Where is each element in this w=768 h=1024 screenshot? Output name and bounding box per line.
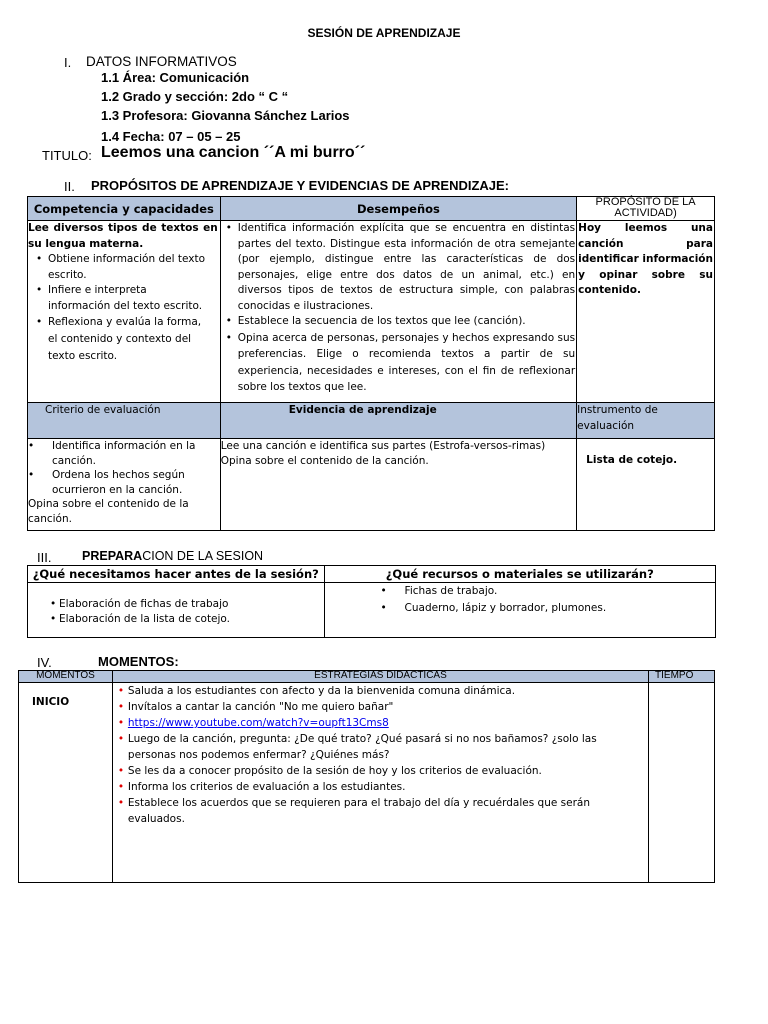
criterios-list [28,439,220,497]
recurso-item: • Fichas de trabajo. [381,583,715,600]
col-desempenos-header: Desempeños [220,197,576,221]
recursos-list [381,583,715,616]
col-competencia-header: Competencia y capacidades [28,197,221,221]
section-3-heading [82,549,263,563]
estrategia-item: • Invítalos a cantar la canción "No me quiero bañar" [118,699,644,715]
desempeno-item: • Establece la secuencia de los textos que lee (canción). [226,314,575,330]
capacidad-item: • Infiere e interpreta información del texto escrito. [36,283,210,314]
antes-item: • Elaboración de la lista de cotejo. [50,612,324,627]
recurso-item: • Cuaderno, lápiz y borrador, plumones. [381,600,715,617]
instrumento-header: Instrumento de evaluación [577,403,715,439]
info-grado: 1.2 Grado y sección: 2do “ C “ [101,89,289,104]
criterio-item: • Identifica información en la canción. [28,439,220,468]
page-title: SESIÓN DE APRENDIZAJE [307,26,461,40]
section-2-number: II. [64,179,75,194]
antes-header: ¿Qué necesitamos hacer antes de la sesión? [28,566,325,583]
tiempo-cell [649,683,715,883]
criterio-header: Criterio de evaluación [28,403,221,439]
competencia-text: Lee diversos tipos de textos en su lengua materna. [28,222,218,250]
criterio-extra: Opina sobre el contenido de la canción. [28,498,189,525]
desempeno-item: • Identifica información explícita que se encuentra en distintas partes del texto. Distingue esta información de otra semejante (por ejemplo, distingue entre las características de dos personajes, elige entre dos datos de un animal, etc.) en diversos tipos de textos de estructura simple, con palabras conocidas e ilustraciones. [226,221,575,314]
youtube-link[interactable]: https://www.youtube.com/watch?v=oupft13Cms8 [127,717,389,729]
section-2-heading: PROPÓSITOS DE APRENDIZAJE Y EVIDENCIAS DE APRENDIZAJE: [91,178,510,193]
antes-cell [28,583,325,638]
momentos-header: MOMENTOS [19,671,113,683]
proposito-cell: Hoy leemos una canción para identificar información y opinar sobre su contenido. [577,221,715,403]
antes-list [50,597,324,626]
section-1-heading: DATOS INFORMATIVOS [86,54,237,69]
info-fecha: 1.4 Fecha: 07 – 05 – 25 [101,129,241,144]
capacidad-item: • Obtiene información del texto escrito. [36,252,210,283]
estrategia-item [118,715,644,731]
recursos-cell [324,583,715,638]
titulo-value: Leemos una cancion ´´A mi burro´´ [101,144,366,161]
preparacion-table [27,565,716,638]
capacidades-list [28,252,218,365]
estrategias-list [118,683,644,827]
antes-item: • Elaboración de fichas de trabajo [50,597,324,612]
evidencia-line-1: Lee una canción e identifica sus partes (Estrofa-versos-rimas) [220,440,546,452]
titulo-label: TITULO: [42,148,92,163]
estrategias-header: ESTRATEGIAS DIDACTICAS [112,671,648,683]
section-3-number: III. [37,550,52,565]
estrategia-item: • Saluda a los estudiantes con afecto y da la bienvenida comuna dinámica. [118,683,644,699]
tiempo-header: TIEMPO [649,671,715,683]
info-area: 1.1 Área: Comunicación [101,70,250,85]
desempeno-item: • Opina acerca de personas, personajes y hechos expresando sus preferencias. Elige o recomienda textos a partir de su experiencia, necesidades e intereses, con el fin de reflexionar sobre los textos que lee. [226,330,575,396]
recursos-header: ¿Qué recursos o materiales se utilizarán? [324,566,715,583]
competencia-cell [28,221,221,403]
evidencia-header: Evidencia de aprendizaje [220,403,576,439]
estrategia-item: • Informa los criterios de evaluación a los estudiantes. [118,779,644,795]
evidencia-cell [220,439,576,531]
criterio-item: • Ordena los hechos según ocurrieron en la canción. [28,468,220,497]
estrategia-item: • Se les da a conocer propósito de la sesión de hoy y los criterios de evaluación. [118,763,644,779]
estrategia-item: • Establece los acuerdos que se requieren para el trabajo del día y recuérdales que serán evaluados. [118,795,644,827]
momentos-table [18,670,715,883]
section-3-heading-bold: PREPARA [82,549,143,563]
desempenos-cell [220,221,576,403]
evidencia-line-2: Opina sobre el contenido de la canción. [220,455,429,467]
desempenos-list [226,221,575,396]
estrategia-item: • Luego de la canción, pregunta: ¿De qué trato? ¿Qué pasará si no nos bañamos? ¿solo las personas nos podemos enfermar? ¿Quiénes más? [118,731,644,763]
inicio-cell: INICIO [19,683,113,883]
propositos-table [27,196,715,531]
section-1-number: I. [64,55,72,70]
criterios-cell [28,439,221,531]
capacidad-item: • Reflexiona y evalúa la forma, el contenido y contexto del texto escrito. [36,314,210,365]
col-proposito-header: PROPÓSITO DE LA ACTIVIDAD) [577,197,715,221]
estrategias-cell [112,683,648,883]
section-3-heading-rest: CION DE LA SESION [142,549,264,563]
section-4-heading: MOMENTOS: [98,654,179,669]
instrumento-cell: Lista de cotejo. [577,439,715,531]
info-profesora: 1.3 Profesora: Giovanna Sánchez Larios [101,108,350,123]
section-4-number: IV. [37,655,52,670]
